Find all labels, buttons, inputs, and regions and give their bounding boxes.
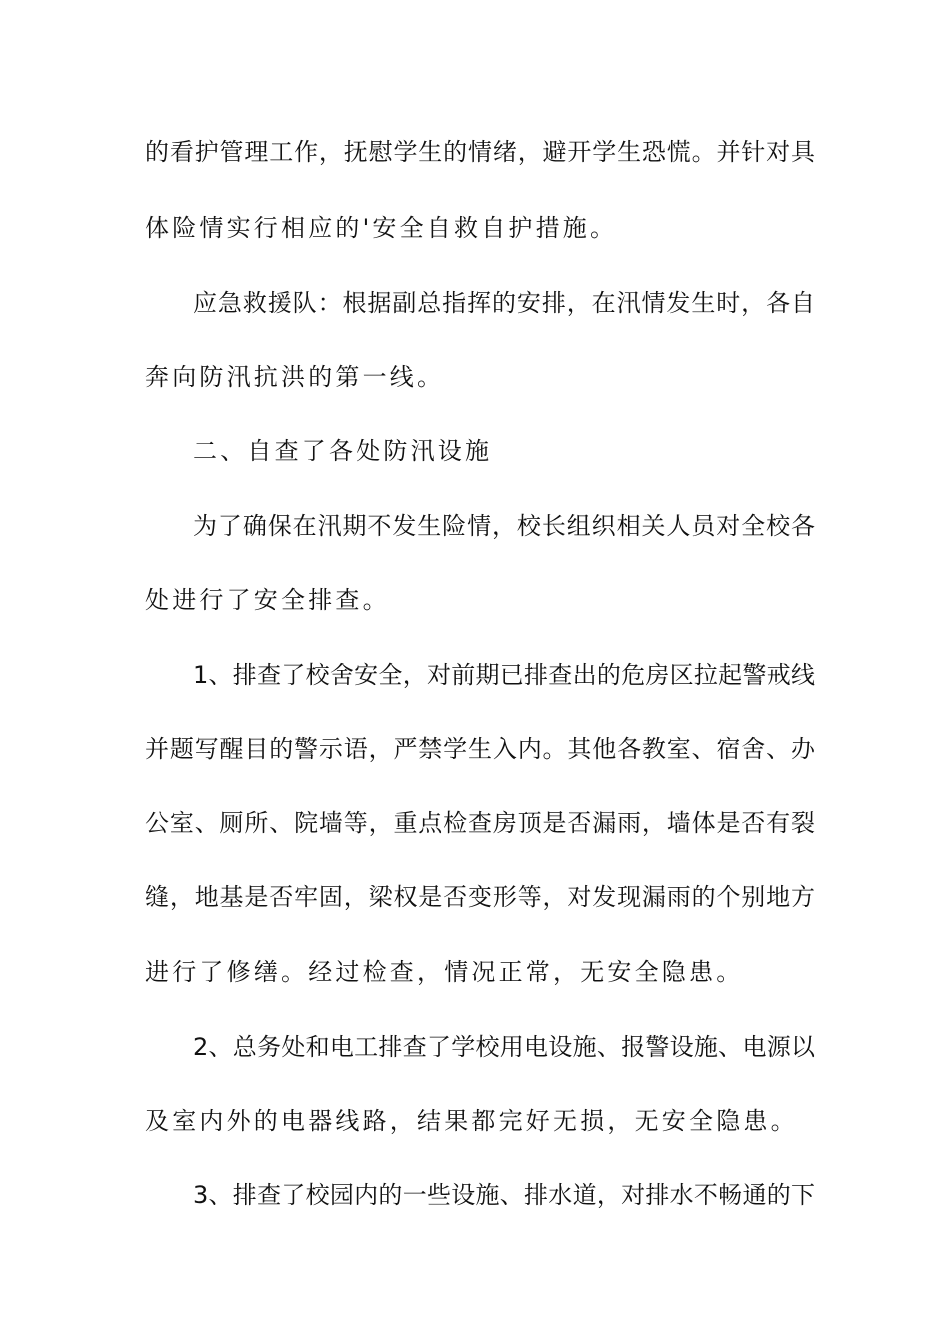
text-line: 并题写醒目的警示语，严禁学生入内。其他各教室、宿舍、办 bbox=[145, 735, 815, 763]
text-line: 2、总务处和电工排查了学校用电设施、报警设施、电源以 bbox=[193, 1033, 815, 1061]
text-line: 体险情实行相应的'安全自救自护措施。 bbox=[145, 214, 618, 242]
text-line: 公室、厕所、院墙等，重点检查房顶是否漏雨，墙体是否有裂 bbox=[145, 809, 815, 837]
text-line: 3、排查了校园内的一些设施、排水道，对排水不畅通的下 bbox=[193, 1181, 815, 1209]
text-line: 进行了修缮。经过检查，情况正常，无安全隐患。 bbox=[145, 958, 744, 986]
text-line: 处进行了安全排查。 bbox=[145, 586, 390, 614]
text-line: 为了确保在汛期不发生险情，校长组织相关人员对全校各 bbox=[193, 512, 815, 540]
text-line: 应急救援队：根据副总指挥的安排，在汛情发生时，各自 bbox=[193, 289, 815, 317]
text-line: 缝，地基是否牢固，梁权是否变形等，对发现漏雨的个别地方 bbox=[145, 883, 815, 911]
text-line: 的看护管理工作，抚慰学生的情绪，避开学生恐慌。并针对具 bbox=[145, 138, 815, 166]
section-heading: 二、自查了各处防汛设施 bbox=[193, 437, 493, 465]
text-line: 奔向防汛抗洪的第一线。 bbox=[145, 363, 445, 391]
text-line: 1、排查了校舍安全，对前期已排查出的危房区拉起警戒线 bbox=[193, 661, 815, 689]
text-line: 及室内外的电器线路，结果都完好无损，无安全隐患。 bbox=[145, 1107, 798, 1135]
